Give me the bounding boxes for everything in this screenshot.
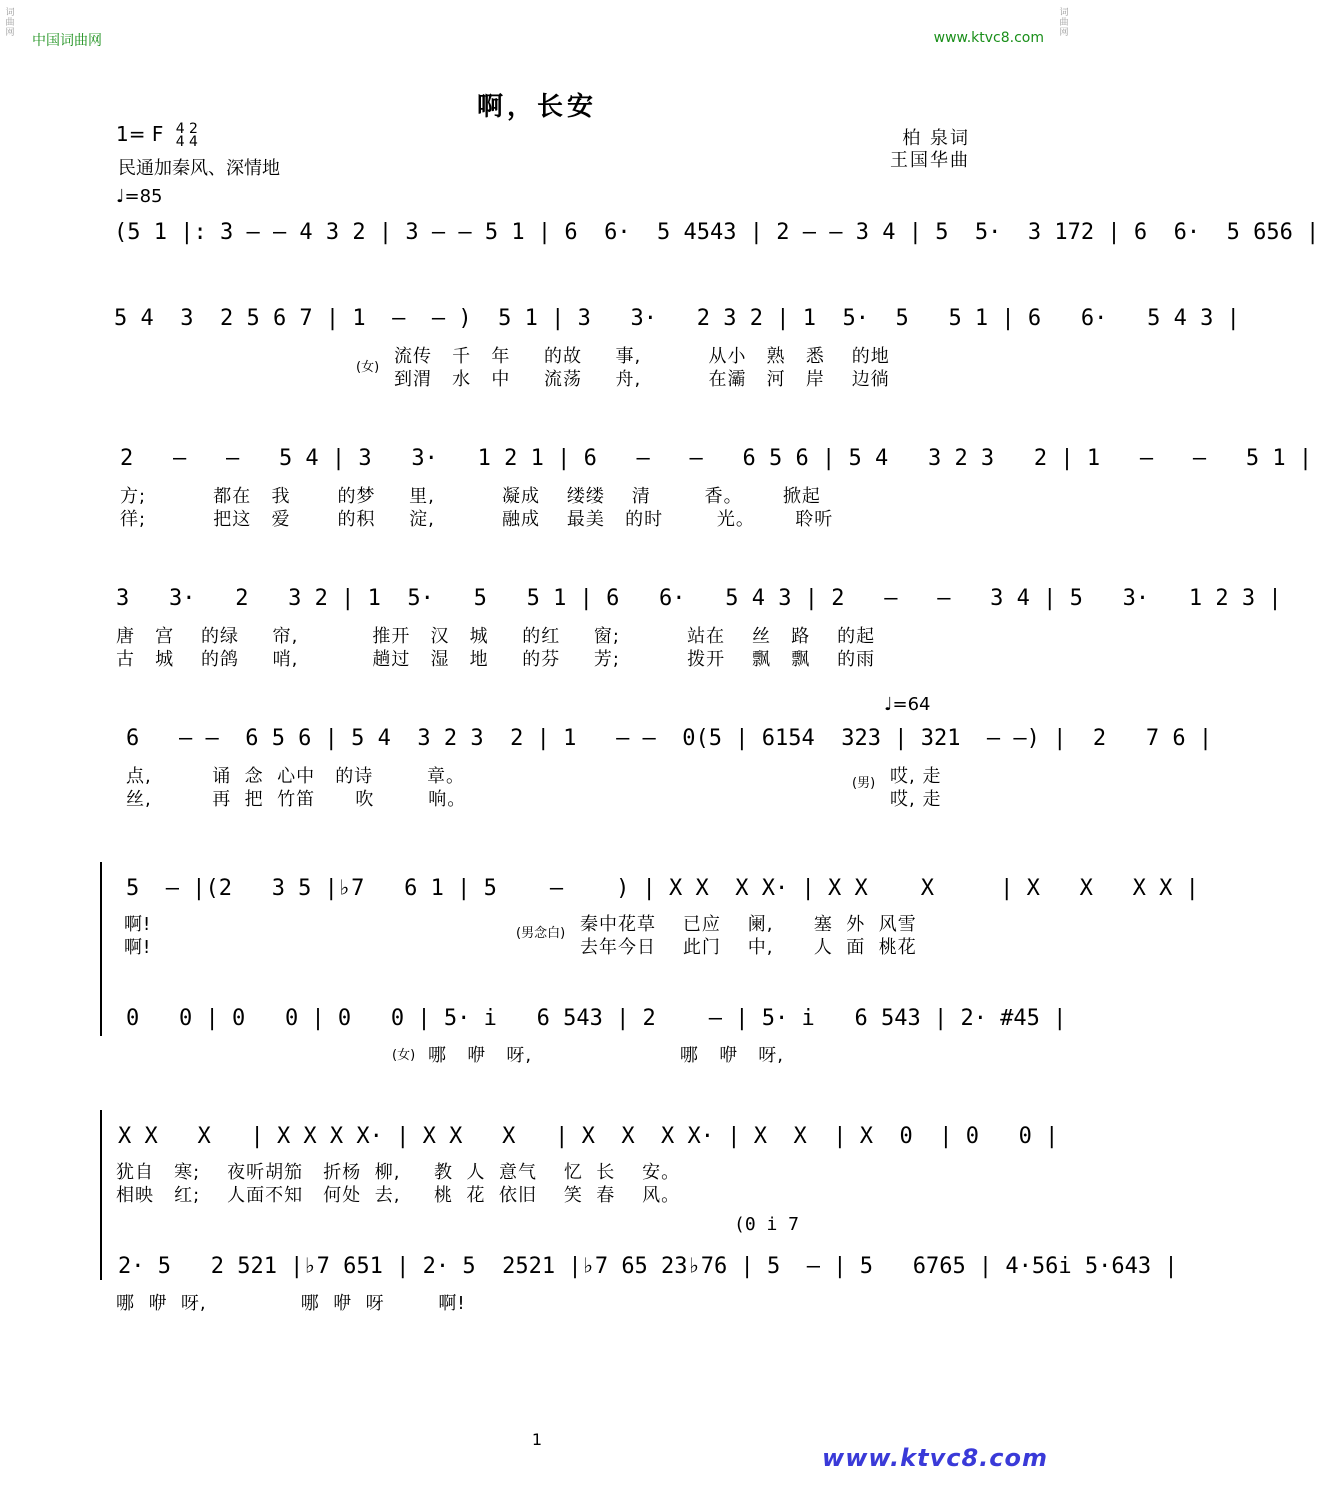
voice-tag-female-2: (女) (392, 1048, 416, 1063)
music-row-7-bottom: 2· 5 2 521 |♭7 651 | 2· 5 2521 |♭7 65 23♭76 | 5 — | 5 6765 | 4·56i 5·643 | (118, 1254, 1178, 1279)
voice-tag-female: (女) (356, 360, 380, 375)
lyric-row-6-a-verse-1: 啊! (124, 914, 152, 935)
lyric-row-2-verse-1: 流传 千 年 的故 事, 从小 熟 悉 的地 (394, 346, 890, 367)
lyric-row-3-verse-2: 徉; 把这 爱 的积 淀, 融成 最美 的时 光。 聆听 (120, 509, 834, 530)
lyric-row-6-bottom: 哪 咿 呀, 哪 咿 呀, (428, 1045, 784, 1066)
music-row-6-bottom: 0 0 | 0 0 | 0 0 | 5· i 6 543 | 2 — | 5· i 6 543 | 2· #45 | (126, 1006, 1067, 1031)
music-row-7-note: (0 i 7 (734, 1214, 800, 1235)
lyric-row-2-verse-2: 到渭 水 中 流荡 舟, 在灞 河 岸 边徜 (394, 369, 890, 390)
page-number: 1 (531, 1430, 543, 1449)
tempo-marking-2: ♩=64 (884, 694, 931, 715)
music-row-3: 2 — — 5 4 | 3 3· 1 2 1 | 6 — — 6 5 6 | 5 4 3 2 3 2 | 1 — — 5 1 | (120, 446, 1313, 471)
lyric-row-5-verse-2: 丝, 再 把 竹笛 吹 响。 (126, 789, 467, 810)
lyric-row-4-verse-1: 唐 宫 的绿 帘, 推开 汉 城 的红 窗; 站在 丝 路 的起 (116, 626, 876, 647)
voice-tag-male-spoken: (男念白) (516, 926, 566, 941)
system-brace-1 (100, 862, 102, 1036)
lyric-row-7-verse-2: 相映 红; 人面不知 何处 去, 桃 花 依旧 笑 春 风。 (116, 1185, 681, 1206)
tempo-marking: ♩=85 (116, 186, 163, 207)
lyric-row-3-verse-1: 方; 都在 我 的梦 里, 凝成 缕缕 清 香。 掀起 (120, 486, 821, 507)
site-name-left[interactable]: 中国词曲网 (32, 33, 102, 49)
meter-top: 4 2 (175, 120, 198, 137)
style-note: 民通加秦风、深情地 (118, 158, 280, 179)
side-watermark-left (4, 0, 16, 1497)
lyric-row-5-end-verse-2: 哎, 走 (890, 789, 942, 810)
lyric-row-7-verse-1: 犹自 寒; 夜听胡笳 折杨 柳, 教 人 意气 忆 长 安。 (116, 1162, 681, 1183)
music-row-1: (5 1 |: 3 — — 4 3 2 | 3 — — 5 1 | 6 6· 5 4543 | 2 — — 3 4 | 5 5· 3 172 | 6 6· 5 656 | (114, 220, 1319, 245)
lyric-row-7-bottom: 哪 咿 呀, 哪 咿 呀 啊! (116, 1293, 466, 1314)
side-watermark-left-text: 词曲网 (5, 8, 15, 38)
music-row-5: 6 — — 6 5 6 | 5 4 3 2 3 2 | 1 — — 0(5 | 6154 323 | 321 — —) | 2 7 6 | (126, 726, 1213, 751)
song-title: 啊，长安 (476, 92, 597, 122)
music-row-4: 3 3· 2 3 2 | 1 5· 5 5 1 | 6 6· 5 4 3 | 2 — — 3 4 | 5 3· 1 2 3 | (116, 586, 1282, 611)
lyric-row-6-a-verse-2: 啊! (124, 937, 152, 958)
music-row-7-top: X X X | X X X X· | X X X | X X X X· | X X | X 0 | 0 0 | (118, 1124, 1059, 1149)
lyricist: 柏 泉词 (902, 128, 970, 149)
side-watermark-right-text: 词曲网 (1059, 8, 1069, 38)
composer: 王国华曲 (890, 150, 970, 171)
music-row-2: 5 4 3 2 5 6 7 | 1 — — ) 5 1 | 3 3· 2 3 2 | 1 5· 5 5 1 | 6 6· 5 4 3 | (114, 306, 1240, 331)
footer-logo[interactable]: www.ktvc8.com (822, 1444, 1048, 1472)
meter-bottom: 4 4 (175, 133, 198, 150)
site-url-right[interactable]: www.ktvc8.com (933, 30, 1044, 46)
lyric-row-6-b-verse-1: 秦中花草 已应 阑, 塞 外 风雪 (580, 914, 917, 935)
side-watermark-right (1058, 0, 1070, 1497)
key-signature (116, 122, 198, 149)
lyric-row-5-verse-1: 点, 诵 念 心中 的诗 章。 (126, 766, 466, 787)
credits (890, 128, 970, 172)
key-label: 1= F (116, 122, 164, 146)
music-row-6-top: 5 — |(2 3 5 |♭7 6 1 | 5 — ) | X X X X· | X X X | X X X X | (126, 876, 1199, 901)
voice-tag-male: (男) (852, 776, 876, 791)
time-signature (175, 120, 198, 150)
lyric-row-6-b-verse-2: 去年今日 此门 中, 人 面 桃花 (580, 937, 917, 958)
lyric-row-5-end-verse-1: 哎, 走 (890, 766, 942, 787)
lyric-row-4-verse-2: 古 城 的鸽 哨, 趟过 湿 地 的芬 芳; 拨开 飘 飘 的雨 (116, 649, 876, 670)
system-brace-2 (100, 1110, 102, 1280)
